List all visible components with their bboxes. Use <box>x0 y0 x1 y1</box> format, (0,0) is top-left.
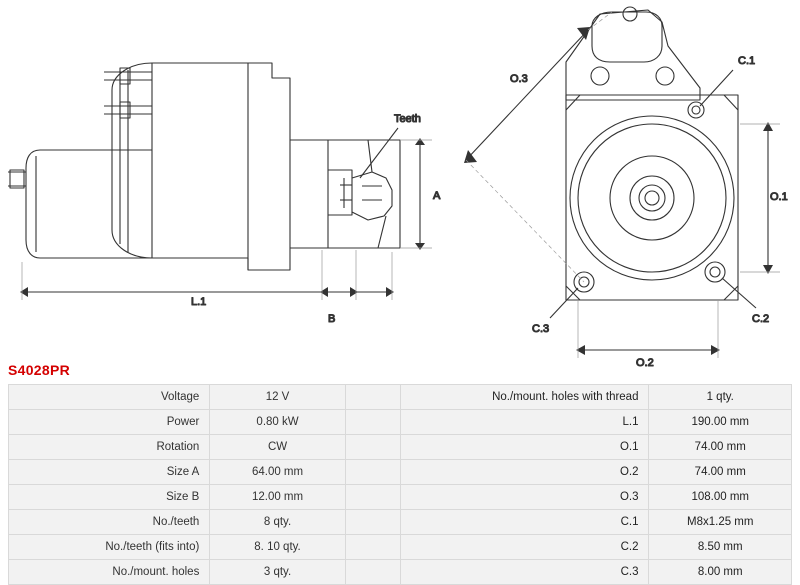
dimension-O1-label: O.1 <box>770 191 788 203</box>
column-gap <box>345 460 400 485</box>
spec-label: No./mount. holes <box>9 560 210 585</box>
dimension-O2-label: O.2 <box>636 357 654 369</box>
spec-value: 1 qty. <box>649 385 792 410</box>
spec-label: No./teeth <box>9 510 210 535</box>
spec-value: 12.00 mm <box>210 485 345 510</box>
spec-label: C.1 <box>401 510 649 535</box>
spec-label: C.2 <box>401 535 649 560</box>
table-row <box>9 435 792 460</box>
table-row <box>9 460 792 485</box>
spec-value: 74.00 mm <box>649 460 792 485</box>
spec-value: 108.00 mm <box>649 485 792 510</box>
table-row <box>9 535 792 560</box>
spec-value: 8.50 mm <box>649 535 792 560</box>
spec-label: O.1 <box>401 435 649 460</box>
mounting-bracket <box>566 10 700 100</box>
spec-label: No./teeth (fits into) <box>9 535 210 560</box>
column-gap <box>345 385 400 410</box>
spec-label: L.1 <box>401 410 649 435</box>
column-gap <box>345 485 400 510</box>
flange-body <box>566 95 738 300</box>
spec-label: C.3 <box>401 560 649 585</box>
spec-label: Size A <box>9 460 210 485</box>
spec-value: 8. 10 qty. <box>210 535 345 560</box>
spec-value: M8x1.25 mm <box>649 510 792 535</box>
part-number: S4028PR <box>8 362 71 378</box>
spec-label: Size B <box>9 485 210 510</box>
dimension-C2-label: C.2 <box>752 313 770 325</box>
motor-end-cap <box>112 63 152 258</box>
dimension-A-label: A <box>433 190 441 202</box>
column-gap <box>345 510 400 535</box>
drive-housing <box>248 63 290 270</box>
flange-outer-circle <box>570 116 734 280</box>
column-gap <box>345 535 400 560</box>
spec-label: Rotation <box>9 435 210 460</box>
spec-value: CW <box>210 435 345 460</box>
spec-label: Power <box>9 410 210 435</box>
mount-hole-c2 <box>705 262 725 282</box>
dimension-O3-label: O.3 <box>510 73 528 85</box>
spec-label: No./mount. holes with thread <box>401 385 649 410</box>
column-gap <box>345 435 400 460</box>
spec-value: 12 V <box>210 385 345 410</box>
spec-label: Voltage <box>9 385 210 410</box>
spec-value: 8 qty. <box>210 510 345 535</box>
dimension-L1-label: L.1 <box>191 296 207 308</box>
spec-value: 64.00 mm <box>210 460 345 485</box>
dimension-C3-label: C.3 <box>532 323 550 335</box>
column-gap <box>345 560 400 585</box>
table-row <box>9 560 792 585</box>
table-row <box>9 485 792 510</box>
spec-value: 0.80 kW <box>210 410 345 435</box>
solenoid-body <box>26 150 152 258</box>
spec-label: O.3 <box>401 485 649 510</box>
spec-value: 190.00 mm <box>649 410 792 435</box>
spec-value: 3 qty. <box>210 560 345 585</box>
spec-label: O.2 <box>401 460 649 485</box>
spec-value: 74.00 mm <box>649 435 792 460</box>
table-row <box>9 510 792 535</box>
dimension-B-label: B <box>328 313 336 325</box>
table-row <box>9 385 792 410</box>
specifications-table <box>8 384 792 585</box>
column-gap <box>345 410 400 435</box>
pinion-area <box>328 140 400 248</box>
table-row <box>9 410 792 435</box>
teeth-label: Teeth <box>394 113 421 125</box>
pinion-gear <box>352 172 392 220</box>
spec-value: 8.00 mm <box>649 560 792 585</box>
dimension-C1-label: C.1 <box>738 55 756 67</box>
